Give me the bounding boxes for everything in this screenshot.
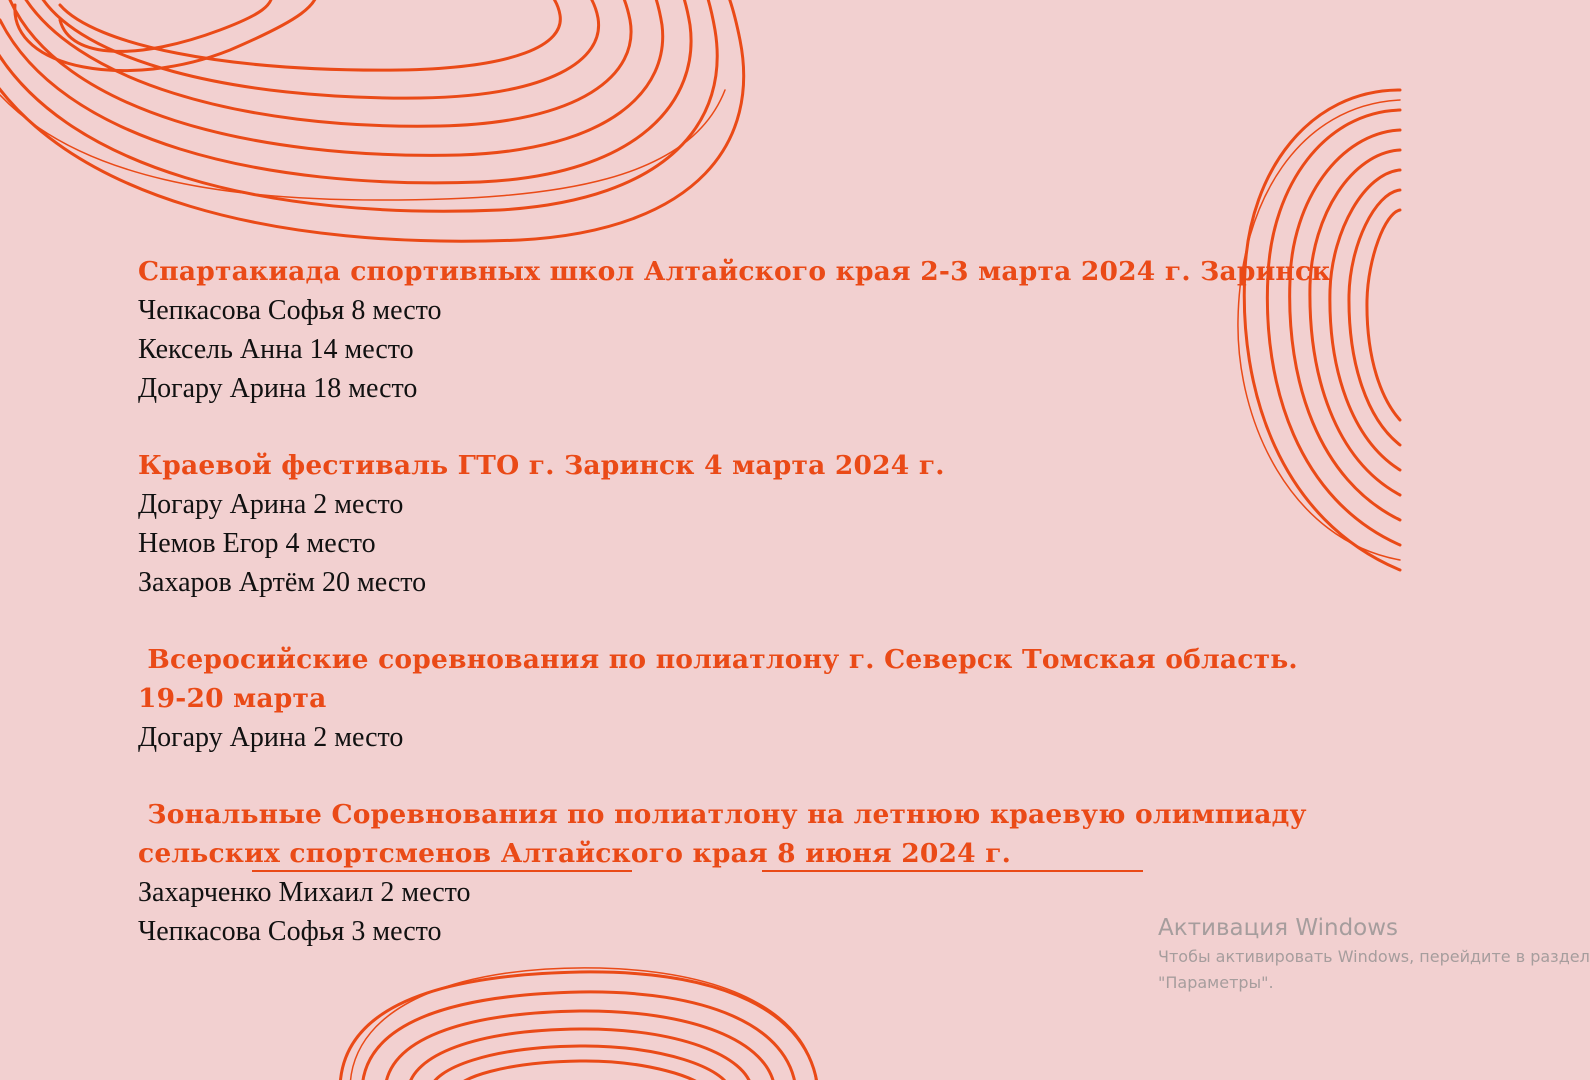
- result-entry: Чепкасова Софья 3 место: [138, 916, 442, 947]
- windows-activation-watermark: [1158, 912, 1590, 996]
- result-entry: Захаров Артём 20 место: [138, 567, 427, 598]
- section-title-line-1: Зональные Соревнования по полиатлону на летнюю краевую олимпиаду: [138, 799, 1307, 830]
- section-gto-festival: [138, 446, 1378, 602]
- decorative-underline: [762, 870, 1143, 872]
- watermark-title: Активация Windows: [1158, 915, 1399, 941]
- section-title-line-2: 19-20 марта: [138, 683, 327, 714]
- section-title: Спартакиада спортивных школ Алтайского края 2-3 марта 2024 г. Заринск: [138, 256, 1331, 287]
- section-title-line-1: Всеросийские соревнования по полиатлону г. Северск Томская область.: [138, 644, 1298, 675]
- result-entry: Догару Арина 2 место: [138, 489, 404, 520]
- result-entry: Немов Егор 4 место: [138, 528, 376, 559]
- results-list: [138, 252, 1378, 989]
- top-left-swirl: [0, 0, 744, 241]
- result-entry: Догару Арина 2 место: [138, 722, 404, 753]
- watermark-text: "Параметры".: [1158, 973, 1274, 992]
- section-all-russian-polyathlon: [138, 640, 1378, 757]
- result-entry: Захарченко Михаил 2 место: [138, 877, 471, 908]
- result-entry: Кексель Анна 14 место: [138, 334, 414, 365]
- decorative-underline: [252, 870, 632, 872]
- result-entry: Догару Арина 18 место: [138, 373, 418, 404]
- section-title: Краевой фестиваль ГТО г. Заринск 4 марта 2024 г.: [138, 450, 945, 481]
- section-spartakiada: [138, 252, 1378, 408]
- section-title-line-2: сельских спортсменов Алтайского края 8 июня 2024 г.: [138, 838, 1012, 869]
- watermark-text: Чтобы активировать Windows, перейдите в раздел: [1158, 947, 1590, 966]
- result-entry: Чепкасова Софья 8 место: [138, 295, 442, 326]
